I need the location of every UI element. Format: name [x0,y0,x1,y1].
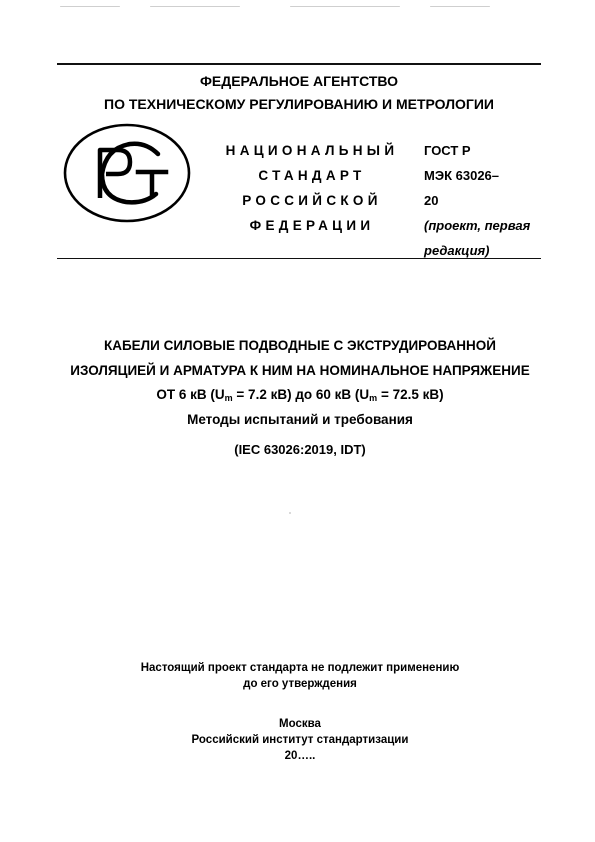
imprint [40,716,560,764]
imprint-institute: Российский институт стандартизации [191,734,409,746]
title-line-2: ИЗОЛЯЦИЕЙ И АРМАТУРА К НИМ НА НОМИНАЛЬНОЕ НАПРЯЖЕНИЕ [70,362,530,378]
notice-line-1: Настоящий проект стандарта не подлежит применению [140,662,460,674]
gost-line-2: МЭК 63026– [424,168,500,183]
agency-line-1: ФЕДЕРАЛЬНОЕ АГЕНТСТВО [199,73,399,89]
scan-artifact [290,6,400,7]
notice-line-2: до его утверждения [243,678,357,690]
gost-line-5: редакция) [424,243,490,258]
ns-line-1: НАЦИОНАЛЬНЫЙ [225,143,399,158]
title-line-1: КАБЕЛИ СИЛОВЫЕ ПОДВОДНЫЕ С ЭКСТРУДИРОВАННОЙ [103,338,497,353]
scan-artifact [150,6,240,7]
subscript-m: m [369,393,378,403]
title-line-3-part-a: ОТ 6 кВ (U [156,387,225,402]
draft-notice [40,660,560,692]
gost-line-3: 20 [424,193,439,208]
header-bottom-rule [57,258,541,259]
title-line-3 [40,383,560,408]
gost-designation [424,138,564,263]
national-standard-block [222,138,402,238]
header-top-rule [57,63,541,65]
gost-line-4: (проект, первая [424,218,531,233]
subscript-m: m [224,393,233,403]
scan-artifact [289,512,291,514]
imprint-city: Москва [279,718,321,730]
agency-line-2: ПО ТЕХНИЧЕСКОМУ РЕГУЛИРОВАНИЮ И МЕТРОЛОГИИ [104,96,494,112]
document-title [40,334,560,432]
gost-line-1: ГОСТ Р [424,143,471,158]
ns-line-4: ФЕДЕРАЦИИ [249,218,375,233]
iec-reference: (IEC 63026:2019, IDT) [234,442,366,457]
scan-artifact [60,6,120,7]
title-line-3-part-c: = 72.5 кВ) [377,387,444,402]
ns-line-3: РОССИЙСКОЙ [242,193,382,208]
ns-line-2: СТАНДАРТ [258,168,366,183]
title-line-4: Методы испытаний и требования [187,411,413,427]
scan-artifact [430,6,490,7]
imprint-year: 20….. [284,750,316,762]
agency-name [57,70,541,116]
title-line-3-part-b: = 7.2 кВ) до 60 кВ (U [232,387,370,402]
rst-certification-logo-icon [62,122,192,224]
